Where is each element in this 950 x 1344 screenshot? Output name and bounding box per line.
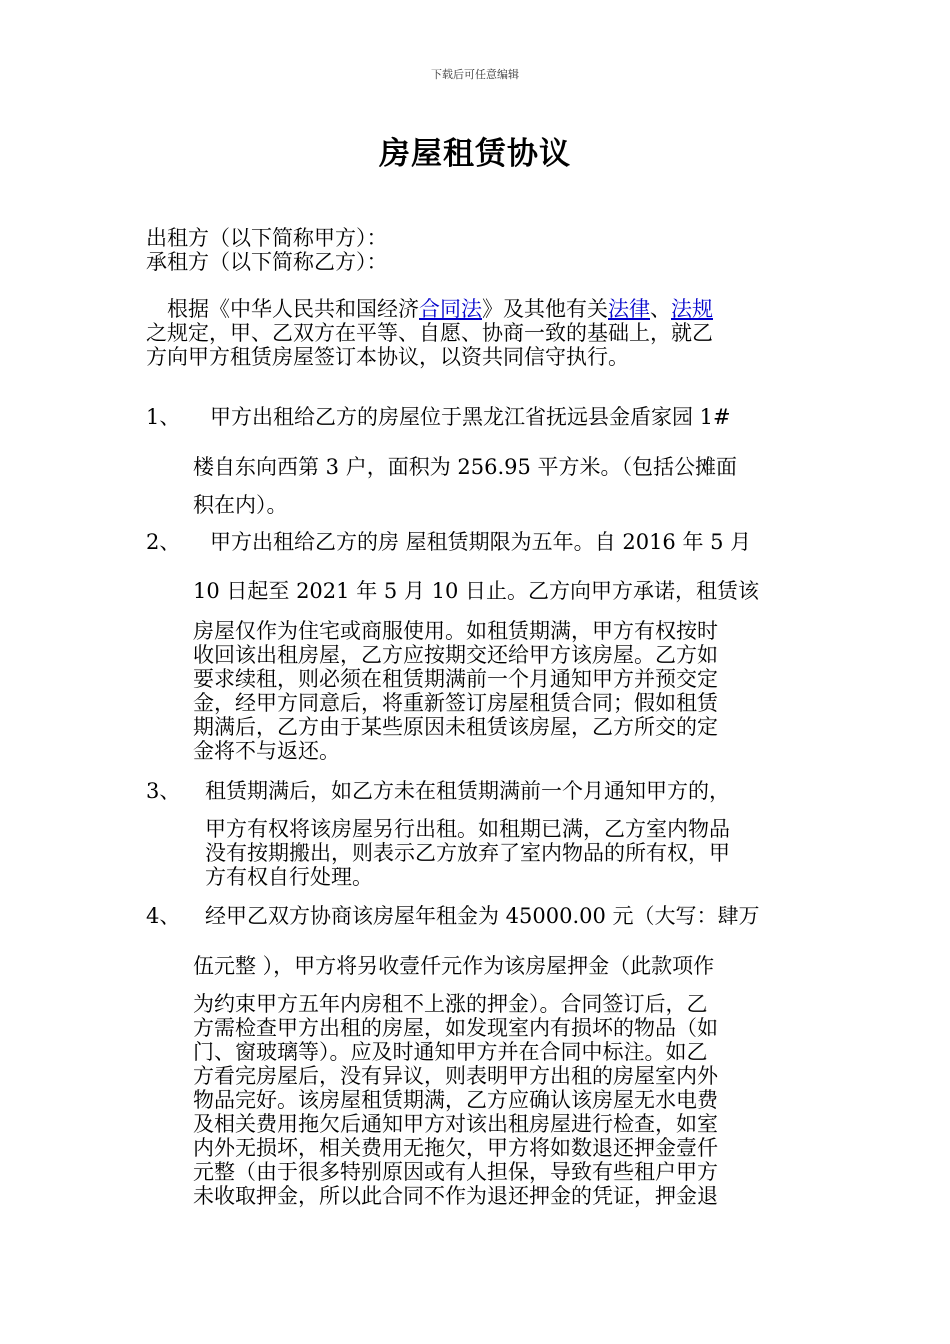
clause-1-number: 1、 xyxy=(146,405,181,429)
clause-1-line: 积在内）。 xyxy=(193,493,288,517)
clause-1-line: 甲方出租给乙方的房屋位于黑龙江省抚远县金盾家园 1# xyxy=(210,405,731,429)
clause-2-line: 收回该出租房屋，乙方应按期交还给甲方该房屋。乙方如 xyxy=(193,643,718,667)
clause-3-line: 租赁期满后，如乙方未在租赁期满前一个月通知甲方的， xyxy=(205,779,730,803)
lessee-line: 承租方（以下简称乙方）： xyxy=(146,250,388,274)
clause-4-line: 为约束甲方五年内房租不上涨的押金）。合同签订后，乙 xyxy=(193,992,708,1016)
clause-2-line: 期满后，乙方由于某些原因未租赁该房屋，乙方所交的定 xyxy=(193,715,718,739)
intro-line-2: 之规定，甲、乙双方在平等、自愿、协商一致的基础上，就乙 xyxy=(146,321,713,345)
header-note: 下载后可任意编辑 xyxy=(431,68,519,81)
clause-3-line: 没有按期搬出，则表示乙方放弃了室内物品的所有权，甲 xyxy=(205,841,730,865)
document-title: 房屋租赁协议 xyxy=(379,136,571,172)
clause-2-number: 2、 xyxy=(146,530,181,554)
clause-4-line: 元整（由于很多特别原因或有人担保，导致有些租户甲方 xyxy=(193,1160,718,1184)
clause-3-number: 3、 xyxy=(146,779,181,803)
intro-line-1 xyxy=(146,297,713,321)
contract-law-link[interactable]: 合同法 xyxy=(419,297,482,321)
intro-text: 、 xyxy=(650,297,671,321)
clause-4-line: 物品完好。该房屋租赁期满，乙方应确认该房屋无水电费 xyxy=(193,1088,718,1112)
clause-3-line: 甲方有权将该房屋另行出租。如租期已满，乙方室内物品 xyxy=(205,817,730,841)
clause-4-line: 未收取押金，所以此合同不作为退还押金的凭证，押金退 xyxy=(193,1184,718,1208)
intro-line-3: 方向甲方租赁房屋签订本协议，以资共同信守执行。 xyxy=(146,345,629,369)
regulation-link[interactable]: 法规 xyxy=(671,297,713,321)
lessor-line: 出租方（以下简称甲方）： xyxy=(146,226,388,250)
intro-text: 根据《中华人民共和国经济 xyxy=(146,297,419,321)
clause-4-line: 及相关费用拖欠后通知甲方对该出租房屋进行检查，如室 xyxy=(193,1112,718,1136)
intro-text: 》及其他有关 xyxy=(482,297,608,321)
clause-2-line: 金，经甲方同意后，将重新签订房屋租赁合同；假如租赁 xyxy=(193,691,718,715)
clause-2-line: 房屋仅作为住宅或商服使用。如租赁期满，甲方有权按时 xyxy=(193,619,718,643)
law-link[interactable]: 法律 xyxy=(608,297,650,321)
clause-4-line: 内外无损坏，相关费用无拖欠，甲方将如数退还押金壹仟 xyxy=(193,1136,718,1160)
clause-4-line: 方看完房屋后，没有异议，则表明甲方出租的房屋室内外 xyxy=(193,1064,718,1088)
clause-1-line: 楼自东向西第 3 户，面积为 256.95 平方米。（包括公摊面 xyxy=(193,455,738,479)
clause-4-number: 4、 xyxy=(146,904,181,928)
clause-4-line: 方需检查甲方出租的房屋，如发现室内有损坏的物品（如 xyxy=(193,1016,718,1040)
clause-2-line: 10 日起至 2021 年 5 月 10 日止。乙方向甲方承诺，租赁该 xyxy=(193,579,759,603)
clause-2-line: 甲方出租给乙方的房 屋租赁期限为五年。自 2016 年 5 月 xyxy=(210,530,752,554)
clause-3-line: 方有权自行处理。 xyxy=(205,865,373,889)
clause-4-line: 门、窗玻璃等）。应及时通知甲方并在合同中标注。如乙 xyxy=(193,1040,708,1064)
clause-4-line: 伍元整 ），甲方将另收壹仟元作为该房屋押金（此款项作 xyxy=(193,954,715,978)
clause-2-line: 要求续租，则必须在租赁期满前一个月通知甲方并预交定 xyxy=(193,667,718,691)
clause-2-line: 金将不与返还。 xyxy=(193,739,340,763)
clause-4-line: 经甲乙双方协商该房屋年租金为 45000.00 元（大写：肆万 xyxy=(205,904,760,928)
